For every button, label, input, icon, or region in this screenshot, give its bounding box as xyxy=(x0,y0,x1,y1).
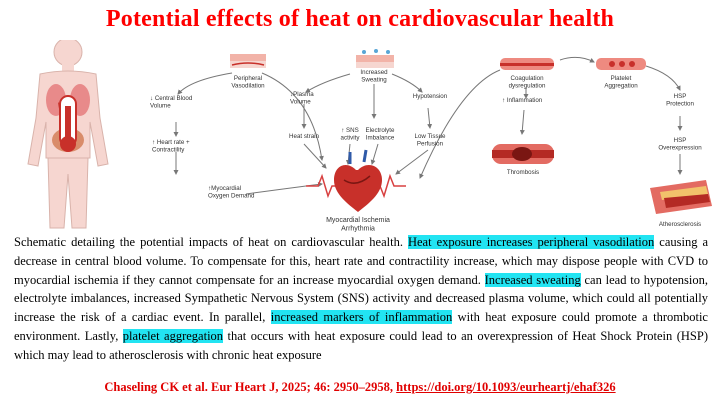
heart-illustration xyxy=(306,150,406,212)
diagram-label-hsp-protection: HSP Protection xyxy=(666,93,694,108)
diagram-label-thrombosis: Thrombosis xyxy=(506,169,540,176)
diagram-label-inflammation: ↑ Inflammation xyxy=(502,97,543,104)
thrombosis-vessel-icon xyxy=(492,144,554,164)
diagram-label-low-tissue-perfusion: Low Tissue Perfusion xyxy=(414,133,446,148)
diagram-label-myocardial-demand: ↑Myocardial Oxygen Demand xyxy=(208,185,255,200)
caption-text: causing a decrease in central blood volume. To compensate for this, heart rate and contractility increase, which may dispose people with CVD to myocardial ischemia if they cannot compensate for an increase myocardial oxygen demand. xyxy=(14,235,708,287)
caption-text: can lead to hypotension, electrolyte imbalances, increased Sympathetic Nervous System (SNS) activity and decreased plasma volume, which could all potentially increase the risk of a cardiac event. In parallel, xyxy=(14,272,708,325)
thermometer-icon xyxy=(60,96,76,152)
diagram-label-heart-rate: ↑ Heart rate + Contractility xyxy=(152,139,190,154)
vessel-platelet-icon xyxy=(596,58,646,70)
page-title: Potential effects of heat on cardiovascular health xyxy=(105,6,615,32)
diagram-label-peripheral-vasodilation: Peripheral Vasodilation xyxy=(231,75,265,90)
diagram-label-plasma-volume: ↓Plasma Volume xyxy=(290,91,314,106)
figure-caption xyxy=(14,233,708,365)
diagram-label-sns-activity: ↑ SNS activity xyxy=(340,127,360,142)
caption-text: Schematic detailing the potential impacts of heat on cardiovascular health. xyxy=(14,235,408,249)
citation xyxy=(0,380,720,395)
caption-text: with heat exposure could promote a thrombotic environment. Lastly, xyxy=(14,310,708,343)
diagram-label-hsp-overexpression: HSP Overexpression xyxy=(658,137,702,152)
diagram-label-central-blood-volume: ↓ Central Blood Volume xyxy=(150,95,193,110)
diagram-label-electrolyte-imbalance: Electrolyte Imbalance xyxy=(365,127,395,142)
skin-sweating-icon xyxy=(356,49,394,68)
diagram-label-atherosclerosis: Atherosclerosis xyxy=(658,221,702,228)
skin-vasodilation-icon xyxy=(230,54,266,68)
diagram-label-heat-strain: Heat strain xyxy=(289,133,319,140)
diagram-label-platelet-aggregation: Platelet Aggregation xyxy=(604,75,638,90)
diagram-label-hypotension: Hypotension xyxy=(412,93,448,100)
atherosclerosis-vessel-icon xyxy=(650,180,712,214)
heat-effects-diagram xyxy=(0,40,720,232)
diagram-label-coagulation: Coagulation dysregulation xyxy=(508,75,546,90)
vessel-coagulation-icon xyxy=(500,58,554,70)
caption-highlight-platelet: platelet aggregation xyxy=(122,328,224,343)
caption-highlight-inflammation: increased markers of inflammation xyxy=(270,310,453,325)
caption-text: that occurs with heat exposure could lead to an overexpression of Heat Shock Protein (HSP) which may lead to atherosclerosis with chronic heat exposure xyxy=(14,328,708,362)
caption-highlight-sweating: Increased sweating xyxy=(484,272,581,287)
diagram-label-outcome: Myocardial Ischemia Arrhythmia xyxy=(326,217,390,232)
diagram-label-increased-sweating: Increased Sweating xyxy=(360,69,388,84)
citation-text: Chaseling CK et al. Eur Heart J, 2025; 46: 2950–2958, xyxy=(104,380,397,394)
caption-highlight-vasodilation: Heat exposure increases peripheral vasodilation xyxy=(407,235,655,249)
doi-link[interactable]: https://doi.org/10.1093/eurheartj/ehaf326 xyxy=(396,380,616,394)
